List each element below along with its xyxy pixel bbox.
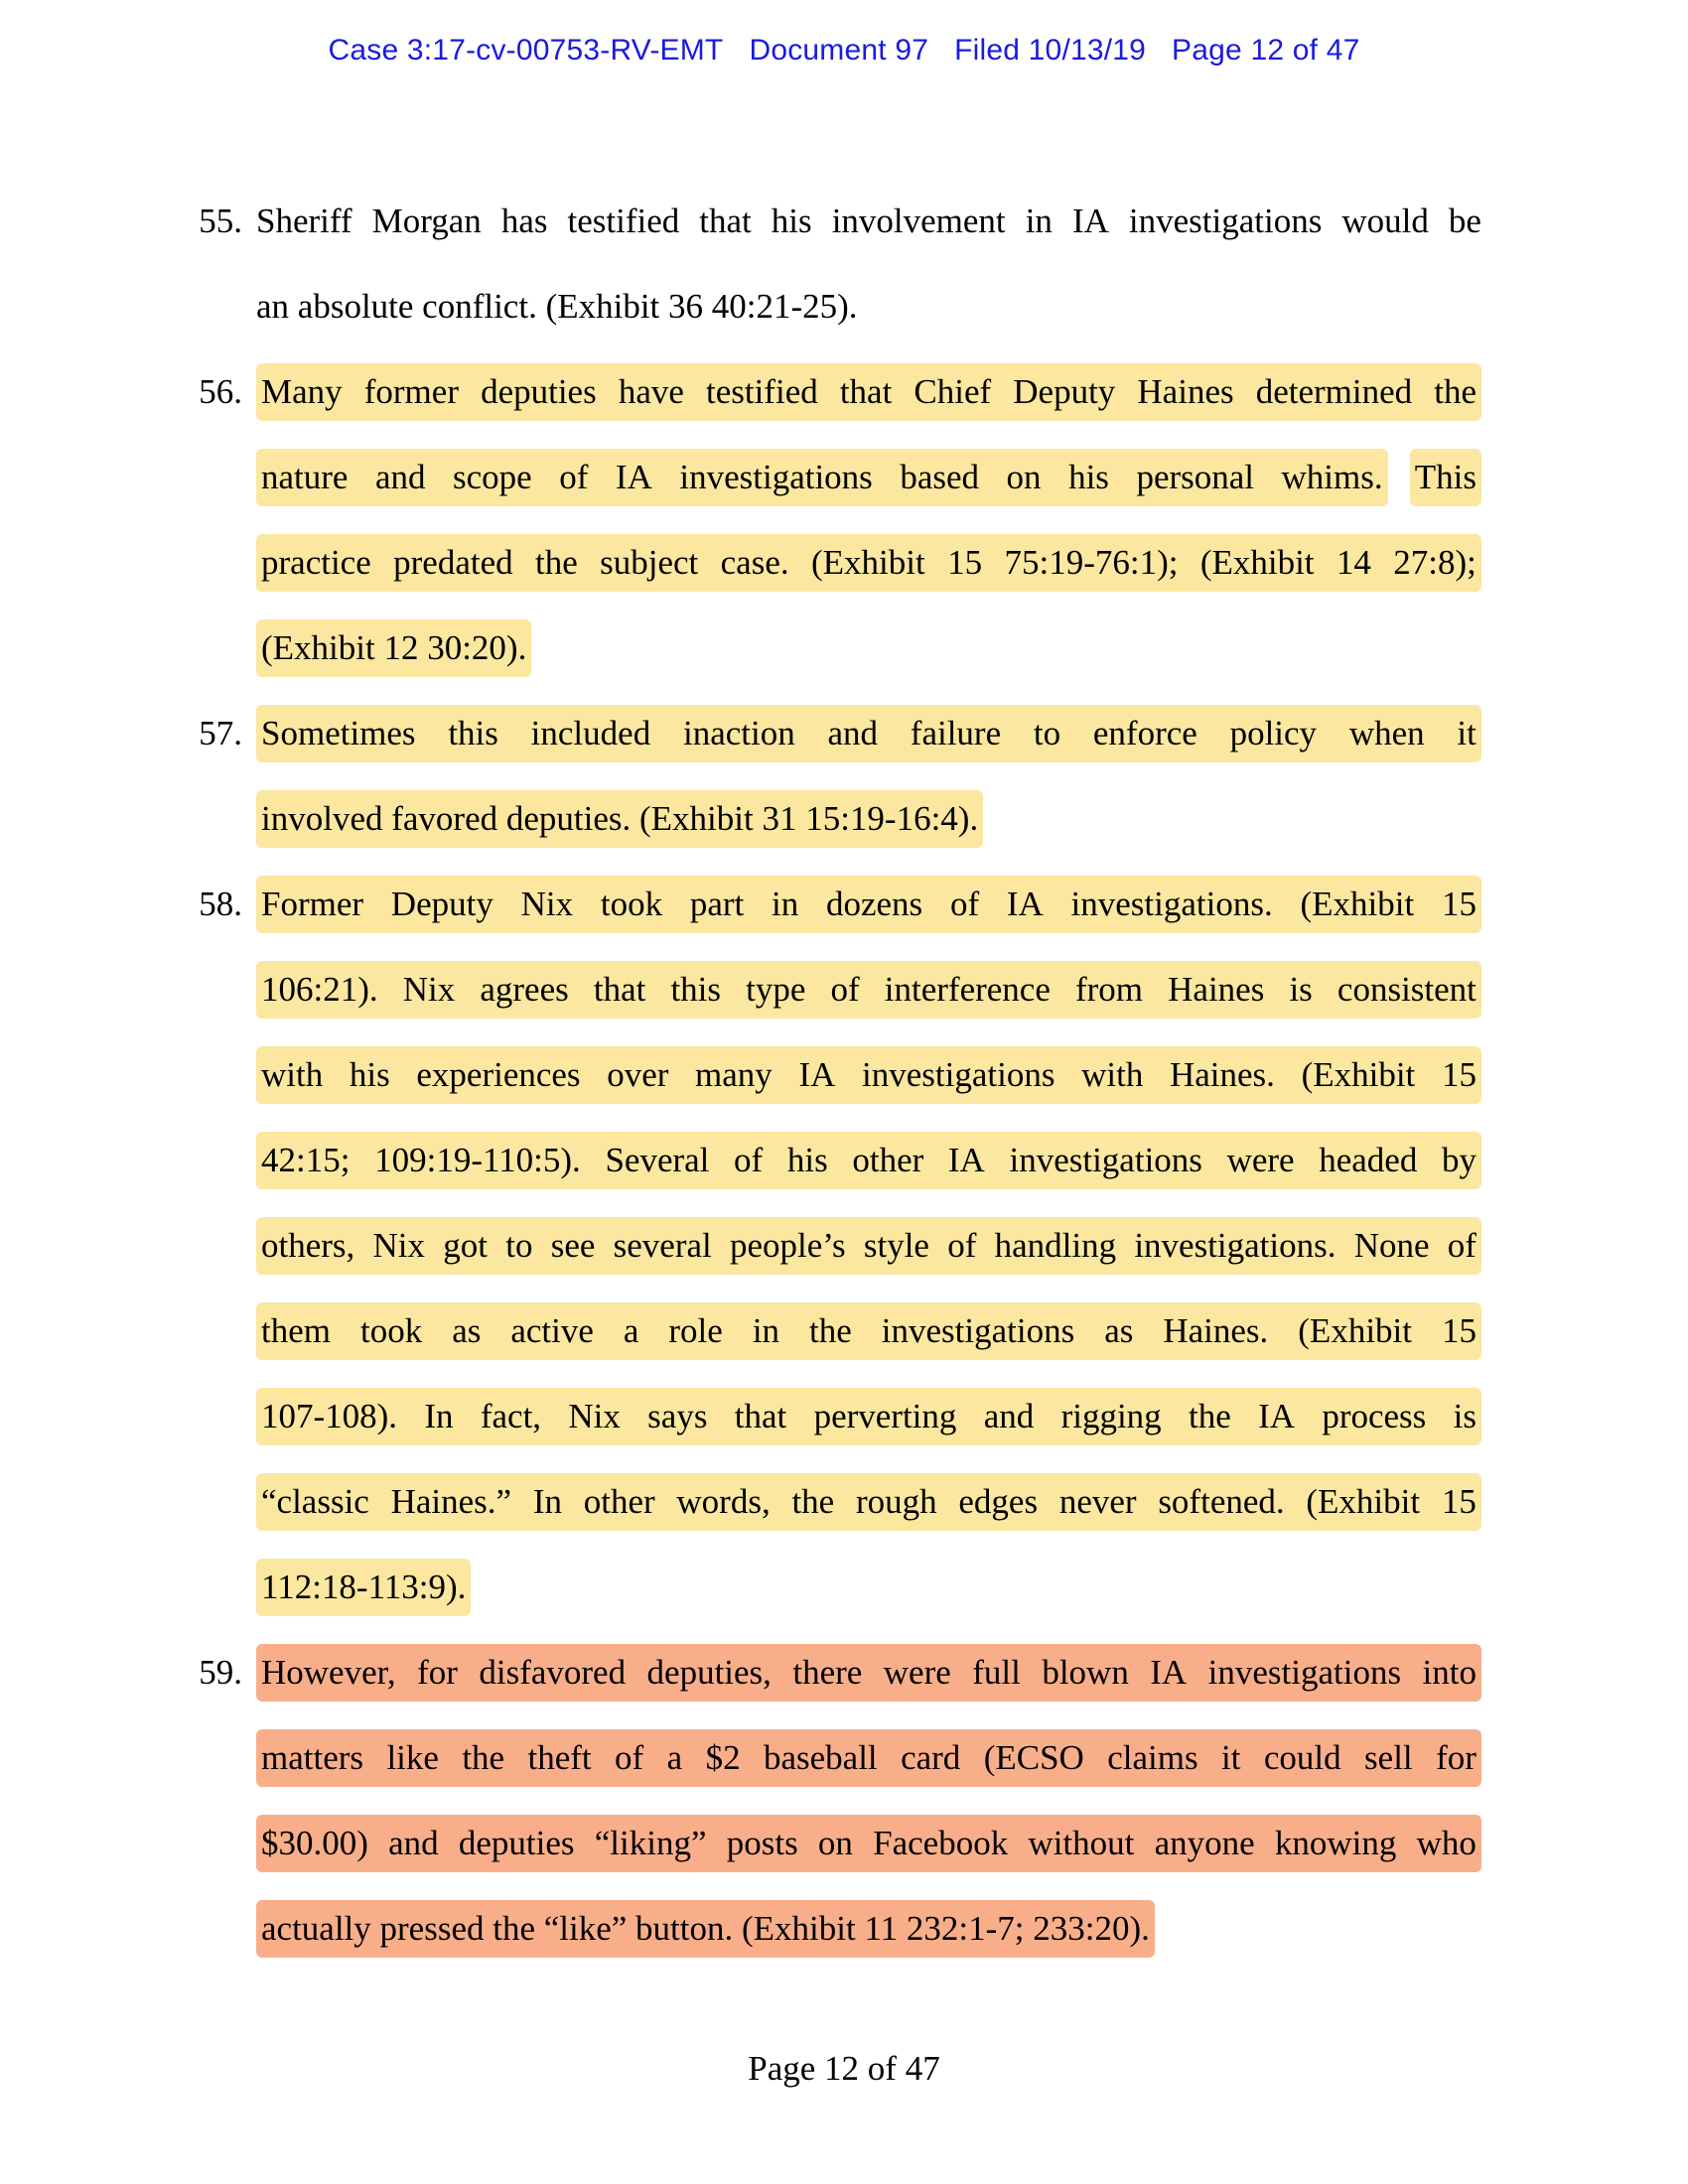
highlight-span xyxy=(256,876,1481,933)
word: investigations xyxy=(1009,1141,1202,1179)
word: several xyxy=(613,1226,712,1265)
word: the xyxy=(534,543,578,582)
word: (Exhibit xyxy=(811,543,925,582)
word: failure xyxy=(910,714,1002,752)
highlight-span xyxy=(256,363,1481,421)
word: and xyxy=(827,714,879,752)
paragraph-text xyxy=(256,349,1481,691)
word: could xyxy=(1263,1738,1341,1777)
word: 109:19-110:5). xyxy=(374,1141,581,1179)
highlight-span xyxy=(256,790,983,848)
word: sell xyxy=(1364,1738,1413,1777)
document-body xyxy=(191,179,1481,1972)
word: Sheriff xyxy=(256,202,352,240)
word: a xyxy=(666,1738,683,1777)
word: investigations xyxy=(679,458,873,496)
word: IA xyxy=(1150,1653,1188,1692)
word: Nix xyxy=(520,885,574,923)
highlight-span xyxy=(256,961,1481,1019)
word: there xyxy=(792,1653,863,1692)
word: is xyxy=(1453,1397,1477,1435)
word: IA xyxy=(1258,1397,1295,1435)
justified-line xyxy=(261,1473,1477,1531)
numbered-paragraph xyxy=(191,179,1481,349)
word: 14 xyxy=(1336,543,1371,582)
word: of xyxy=(949,885,980,923)
word: anyone xyxy=(1154,1824,1255,1862)
word: “liking” xyxy=(594,1824,707,1862)
highlight-span xyxy=(256,705,1481,762)
word: (Exhibit xyxy=(1301,1055,1416,1094)
text-line xyxy=(256,776,1481,862)
word: experiences xyxy=(416,1055,581,1094)
word: his xyxy=(349,1055,390,1094)
word: Haines.” xyxy=(390,1482,512,1521)
highlight-span xyxy=(256,1900,1155,1958)
word: other xyxy=(852,1141,924,1179)
word: (Exhibit xyxy=(1298,1311,1412,1350)
highlight-span-tail: This xyxy=(1410,449,1481,506)
case-number: Case 3:17-cv-00753-RV-EMT xyxy=(328,34,724,67)
text-line xyxy=(256,606,1481,691)
paragraph-number: 56. xyxy=(199,372,242,411)
word: like xyxy=(386,1738,439,1777)
word: rigging xyxy=(1060,1397,1162,1435)
text-line xyxy=(256,179,1481,264)
word: IA xyxy=(798,1055,836,1094)
word: of xyxy=(615,1738,644,1777)
justified-line xyxy=(261,1217,1477,1275)
word: Haines. xyxy=(1169,1055,1275,1094)
text-line xyxy=(256,1801,1481,1886)
word: Deputy xyxy=(1013,372,1116,411)
word: the xyxy=(809,1311,852,1350)
word: included xyxy=(530,714,651,752)
word: of xyxy=(947,1226,977,1265)
word: However, xyxy=(261,1653,396,1692)
word: took xyxy=(359,1311,423,1350)
word: Former xyxy=(261,885,364,923)
justified-line xyxy=(261,1644,1477,1702)
word: that xyxy=(734,1397,787,1435)
word: None xyxy=(1353,1226,1430,1265)
word: deputies xyxy=(458,1824,575,1862)
word: is xyxy=(1289,970,1313,1009)
highlight-span xyxy=(256,1729,1481,1787)
word: IA xyxy=(947,1141,985,1179)
word: were xyxy=(883,1653,951,1692)
word: involvement xyxy=(831,202,1006,240)
justified-line xyxy=(261,705,1477,762)
word: and xyxy=(374,458,426,496)
word: took xyxy=(600,885,663,923)
word: blown xyxy=(1042,1653,1129,1692)
word: that xyxy=(699,202,752,240)
word: investigations xyxy=(1207,1653,1402,1692)
word: have xyxy=(618,372,684,411)
filed-date: Filed 10/13/19 xyxy=(954,34,1147,67)
paragraph-number: 58. xyxy=(199,885,242,923)
text-line xyxy=(256,1118,1481,1203)
word: (Exhibit xyxy=(1199,543,1315,582)
word: the xyxy=(1434,372,1477,411)
word: testified xyxy=(705,372,818,411)
word: claims xyxy=(1107,1738,1198,1777)
word: with xyxy=(1081,1055,1144,1094)
word: policy xyxy=(1229,714,1318,752)
word: many xyxy=(695,1055,773,1094)
word: Several xyxy=(605,1141,710,1179)
word: when xyxy=(1348,714,1425,752)
text-line xyxy=(256,1459,1481,1545)
word: matters xyxy=(261,1738,364,1777)
line-text: actually pressed the “like” button. (Exhibit 11 232:1-7; 233:20). xyxy=(261,1909,1150,1948)
word: investigations. xyxy=(1070,885,1273,923)
word: interference xyxy=(884,970,1051,1009)
word: process xyxy=(1322,1397,1427,1435)
word: whims. xyxy=(1281,458,1383,496)
highlight-span xyxy=(256,1302,1481,1360)
word: part xyxy=(689,885,745,923)
word: Sometimes xyxy=(261,714,416,752)
highlight-span xyxy=(256,1217,1481,1275)
word: be xyxy=(1448,202,1481,240)
word: and xyxy=(983,1397,1035,1435)
line-text: an absolute conflict. (Exhibit 36 40:21-25). xyxy=(256,287,858,326)
word: dozens xyxy=(825,885,923,923)
highlight-span xyxy=(256,1644,1481,1702)
text-line xyxy=(256,1886,1481,1972)
word: got xyxy=(443,1226,488,1265)
paragraph-number: 57. xyxy=(199,714,242,752)
word: $30.00) xyxy=(261,1824,368,1862)
justified-line xyxy=(261,363,1477,421)
word: 15 xyxy=(1441,1055,1477,1094)
word: investigations xyxy=(1128,202,1323,240)
ecf-header-stamp xyxy=(0,34,1688,68)
word: inaction xyxy=(682,714,795,752)
word: as xyxy=(452,1311,482,1350)
justified-line xyxy=(261,1132,1477,1189)
word: former xyxy=(363,372,459,411)
word: investigations xyxy=(881,1311,1075,1350)
word: 15 xyxy=(1441,885,1477,923)
text-line xyxy=(256,1630,1481,1715)
text-line xyxy=(256,1374,1481,1459)
word: his xyxy=(1068,458,1109,496)
word: baseball xyxy=(763,1738,878,1777)
word: others, xyxy=(261,1226,355,1265)
text-line xyxy=(256,1289,1481,1374)
word: agrees xyxy=(480,970,569,1009)
text-line xyxy=(256,1032,1481,1118)
justified-line xyxy=(261,1388,1477,1445)
word: card xyxy=(901,1738,961,1777)
word: personal xyxy=(1136,458,1255,496)
word: fact, xyxy=(480,1397,542,1435)
numbered-paragraph xyxy=(191,862,1481,1630)
word: investigations xyxy=(862,1055,1055,1094)
highlight-span xyxy=(256,1473,1481,1531)
highlight-span xyxy=(256,1132,1481,1189)
highlight-span xyxy=(256,1559,471,1616)
word: his xyxy=(771,202,812,240)
word: for xyxy=(1436,1738,1477,1777)
word: based xyxy=(900,458,980,496)
word: edges xyxy=(958,1482,1039,1521)
word: that xyxy=(839,372,893,411)
word: the xyxy=(791,1482,835,1521)
word: theft xyxy=(527,1738,592,1777)
word: 27:8); xyxy=(1393,543,1477,582)
line-text: involved favored deputies. (Exhibit 31 15:19-16:4). xyxy=(261,799,979,838)
word: from xyxy=(1074,970,1144,1009)
word: Haines xyxy=(1137,372,1234,411)
word: Nix xyxy=(402,970,456,1009)
word: determined xyxy=(1255,372,1413,411)
word: were xyxy=(1226,1141,1295,1179)
word: IA xyxy=(1071,202,1109,240)
justified-line xyxy=(261,1815,1477,1872)
text-line xyxy=(256,691,1481,776)
highlight-span xyxy=(256,449,1388,506)
word: other xyxy=(583,1482,655,1521)
justified-line xyxy=(261,961,1477,1019)
word: the xyxy=(1188,1397,1231,1435)
numbered-paragraph xyxy=(191,349,1481,691)
word: Haines. xyxy=(1163,1311,1269,1350)
paragraph-text xyxy=(256,862,1481,1630)
word: this xyxy=(670,970,722,1009)
word: 15 xyxy=(1441,1482,1477,1521)
word: his xyxy=(786,1141,828,1179)
word: it xyxy=(1457,714,1477,752)
word: to xyxy=(505,1226,533,1265)
word: of xyxy=(1447,1226,1477,1265)
numbered-paragraph xyxy=(191,1630,1481,1972)
text-line xyxy=(256,349,1481,435)
word: Nix xyxy=(372,1226,426,1265)
word: 15 xyxy=(947,543,983,582)
text-line xyxy=(256,1545,1481,1630)
text-line xyxy=(256,264,1481,349)
justified-line xyxy=(261,1046,1477,1104)
word: them xyxy=(261,1311,331,1350)
word: style xyxy=(863,1226,929,1265)
word: and xyxy=(388,1824,439,1862)
word: softened. xyxy=(1158,1482,1285,1521)
word: of xyxy=(830,970,860,1009)
paragraph-text xyxy=(256,179,1481,349)
word: (ECSO xyxy=(983,1738,1084,1777)
paragraph-text xyxy=(256,1630,1481,1972)
document-number: Document 97 xyxy=(749,34,929,67)
header-page-number: Page 12 of 47 xyxy=(1172,34,1360,67)
text-line xyxy=(256,1715,1481,1801)
word: people’s xyxy=(729,1226,846,1265)
justified-line xyxy=(261,1302,1477,1360)
word: that xyxy=(593,970,646,1009)
word: case. xyxy=(720,543,789,582)
word: over xyxy=(607,1055,669,1094)
word: 106:21). xyxy=(261,970,378,1009)
word: In xyxy=(532,1482,562,1521)
word: would xyxy=(1341,202,1429,240)
word: Nix xyxy=(568,1397,621,1435)
word: investigations. xyxy=(1134,1226,1336,1265)
word: Many xyxy=(261,372,343,411)
word: as xyxy=(1104,1311,1134,1350)
word: in xyxy=(772,885,799,923)
word: to xyxy=(1033,714,1061,752)
text-line xyxy=(256,947,1481,1032)
page-footer: Page 12 of 47 xyxy=(748,2049,940,2088)
highlight-span xyxy=(256,619,531,677)
word: headed xyxy=(1319,1141,1418,1179)
highlight-span xyxy=(256,1388,1481,1445)
word: this xyxy=(448,714,498,752)
word: type xyxy=(746,970,806,1009)
word: has xyxy=(500,202,548,240)
word: posts xyxy=(726,1824,798,1862)
word: a xyxy=(623,1311,639,1350)
word: knowing xyxy=(1274,1824,1397,1862)
word: on xyxy=(1006,458,1042,496)
word: enforce xyxy=(1092,714,1197,752)
text-line xyxy=(256,520,1481,606)
word: (Exhibit xyxy=(1300,885,1415,923)
word: practice xyxy=(261,543,371,582)
text-line xyxy=(256,435,1481,520)
text-line xyxy=(256,1203,1481,1289)
word: Morgan xyxy=(371,202,482,240)
word: subject xyxy=(600,543,699,582)
word: active xyxy=(510,1311,594,1350)
highlight-span xyxy=(256,534,1481,592)
text-line xyxy=(256,862,1481,947)
word: full xyxy=(972,1653,1021,1692)
word: 15 xyxy=(1441,1311,1477,1350)
word: testified xyxy=(567,202,680,240)
paragraph-text xyxy=(256,691,1481,862)
paragraph-number: 59. xyxy=(199,1653,242,1692)
highlight-span xyxy=(256,1815,1481,1872)
word: who xyxy=(1416,1824,1477,1862)
word: Haines xyxy=(1168,970,1265,1009)
word: on xyxy=(817,1824,853,1862)
line-text: (Exhibit 12 30:20). xyxy=(261,628,527,667)
justified-line xyxy=(261,1729,1477,1787)
word: the xyxy=(462,1738,505,1777)
word: (Exhibit xyxy=(1306,1482,1421,1521)
word: predated xyxy=(393,543,513,582)
word: 75:19-76:1); xyxy=(1004,543,1179,582)
word: perverting xyxy=(813,1397,957,1435)
word: rough xyxy=(855,1482,937,1521)
word: IA xyxy=(1006,885,1044,923)
word: for xyxy=(417,1653,458,1692)
word: it xyxy=(1221,1738,1241,1777)
word: scope xyxy=(453,458,532,496)
word: handling xyxy=(994,1226,1117,1265)
justified-line xyxy=(261,534,1477,592)
word: IA xyxy=(615,458,652,496)
word: Chief xyxy=(914,372,992,411)
word: deputies xyxy=(481,372,597,411)
word: disfavored xyxy=(479,1653,627,1692)
word: never xyxy=(1058,1482,1137,1521)
justified-line xyxy=(261,449,1383,506)
word: says xyxy=(647,1397,708,1435)
word: by xyxy=(1441,1141,1477,1179)
numbered-paragraph xyxy=(191,691,1481,862)
word: Facebook xyxy=(873,1824,1009,1862)
word: In xyxy=(424,1397,454,1435)
word: of xyxy=(559,458,589,496)
word: with xyxy=(261,1055,324,1094)
word: Deputy xyxy=(390,885,493,923)
word: deputies, xyxy=(646,1653,772,1692)
word: without xyxy=(1028,1824,1135,1862)
word: role xyxy=(668,1311,723,1350)
word: 107-108). xyxy=(261,1397,398,1435)
word: $2 xyxy=(705,1738,741,1777)
paragraph-number: 55. xyxy=(199,202,242,240)
word: see xyxy=(550,1226,596,1265)
line-text: 112:18-113:9). xyxy=(261,1568,467,1606)
word: words, xyxy=(676,1482,771,1521)
highlight-span xyxy=(256,1046,1481,1104)
justified-line xyxy=(261,876,1477,933)
word: consistent xyxy=(1336,970,1477,1009)
justified-line xyxy=(256,193,1481,250)
word: in xyxy=(752,1311,780,1350)
word: of xyxy=(734,1141,764,1179)
word: in xyxy=(1025,202,1053,240)
word: “classic xyxy=(261,1482,369,1521)
word: 42:15; xyxy=(261,1141,351,1179)
word: into xyxy=(1422,1653,1477,1692)
plain-text-segment xyxy=(256,193,1481,250)
plain-text-segment xyxy=(256,278,858,336)
word: nature xyxy=(261,458,349,496)
